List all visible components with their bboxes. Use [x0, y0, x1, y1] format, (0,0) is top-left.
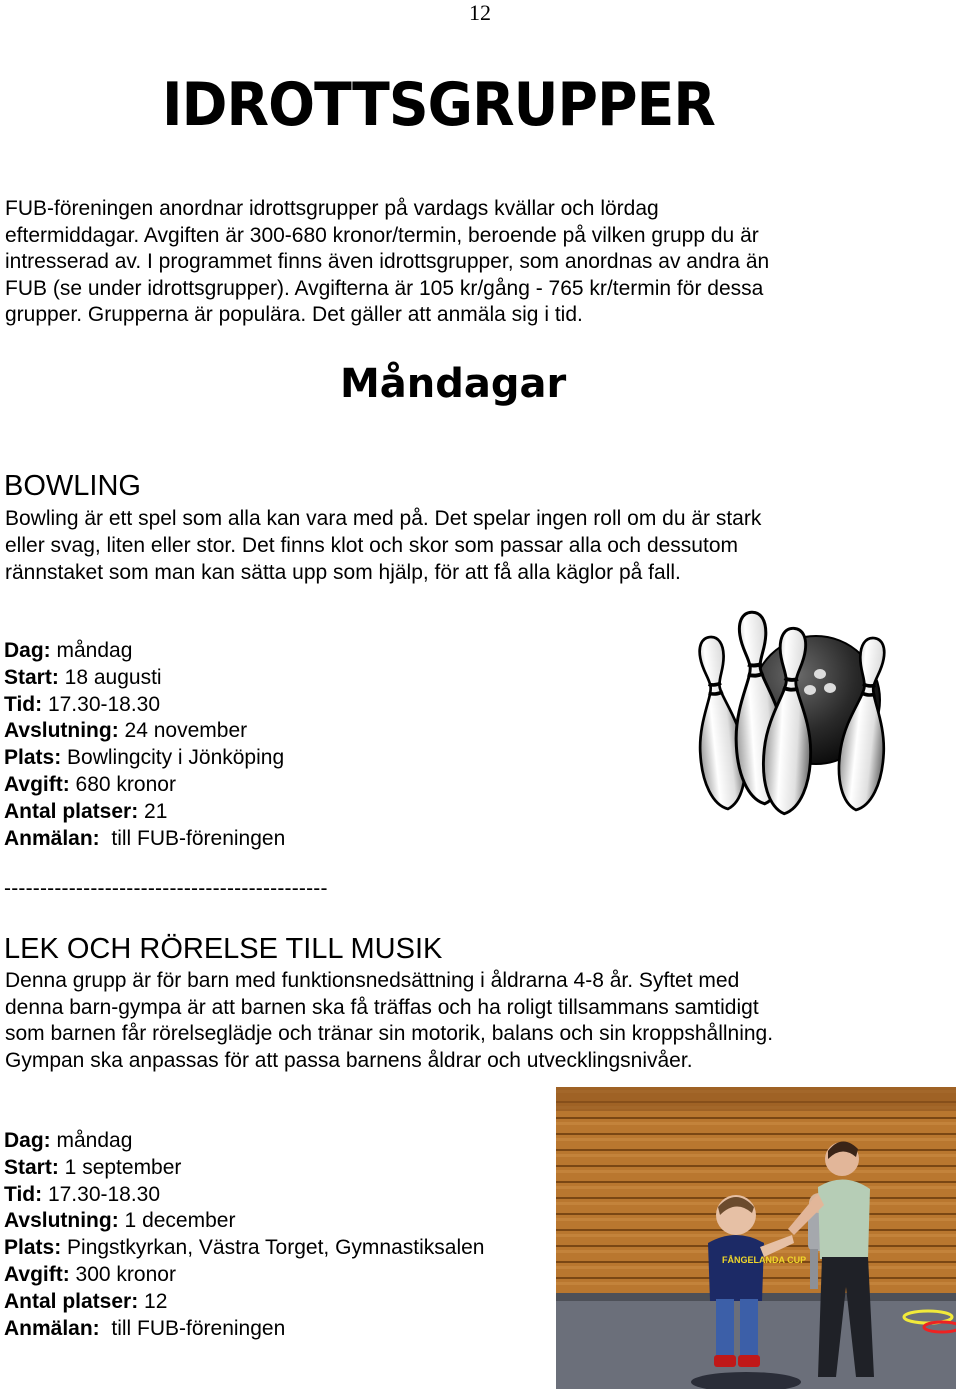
- detail-label: Antal platser:: [4, 799, 139, 823]
- detail-fee: [4, 1262, 484, 1289]
- day-heading: Måndagar: [340, 361, 567, 407]
- detail-seats: [4, 799, 285, 826]
- lek-desc-line: Denna grupp är för barn med funktionsnedsättning i åldrarna 4-8 år. Syftet med: [5, 969, 740, 992]
- intro-line: eftermiddagar. Avgiften är 300-680 kronor/termin, beroende på vilken grupp du är: [5, 223, 759, 247]
- intro-paragraph: [5, 196, 865, 329]
- detail-day: [4, 1128, 484, 1155]
- detail-label: Anmälan:: [4, 826, 100, 850]
- detail-value: måndag: [50, 1129, 133, 1152]
- detail-value: Bowlingcity i Jönköping: [61, 746, 285, 770]
- detail-signup: [4, 1316, 484, 1343]
- detail-end: [4, 1208, 484, 1235]
- detail-fee: [4, 772, 285, 799]
- detail-label: Tid:: [4, 692, 43, 716]
- detail-time: [4, 692, 285, 719]
- intro-line: FUB (se under idrottsgrupper). Avgifterna är 105 kr/gång - 765 kr/termin för dessa: [5, 276, 764, 300]
- intro-line: intresserad av. I programmet finns även idrottsgrupper, som anordnas av andra än: [5, 250, 770, 274]
- gym-photo: [556, 1087, 956, 1389]
- bowling-pins-icon: [688, 604, 898, 820]
- detail-start: [4, 1155, 484, 1182]
- bowling-description: [5, 505, 905, 586]
- detail-value: 21: [138, 799, 168, 823]
- detail-value: 300 kronor: [69, 1262, 176, 1286]
- detail-label: Start:: [4, 665, 59, 689]
- detail-label: Antal platser:: [4, 1289, 139, 1313]
- detail-label: Plats:: [4, 1236, 62, 1260]
- detail-place: [4, 1235, 484, 1262]
- detail-value: till FUB-föreningen: [99, 1316, 286, 1340]
- detail-value: 17.30-18.30: [42, 692, 161, 716]
- bowling-desc-line: rännstaket som man kan sätta upp som hjälp, för att få alla käglor på fall.: [5, 561, 681, 584]
- bowling-title: BOWLING: [4, 470, 141, 502]
- detail-value: 17.30-18.30: [42, 1182, 161, 1206]
- detail-seats: [4, 1289, 484, 1316]
- detail-day: [4, 638, 285, 665]
- detail-label: Tid:: [4, 1182, 43, 1206]
- detail-label: Dag:: [4, 1129, 51, 1152]
- lek-description: [5, 968, 905, 1074]
- lek-desc-line: som barnen får rörelseglädje och tränar sin motorik, balans och sin kroppshållning.: [5, 1022, 774, 1046]
- detail-label: Dag:: [4, 639, 51, 662]
- detail-place: [4, 745, 285, 772]
- detail-end: [4, 718, 285, 745]
- detail-value: 1 september: [58, 1155, 182, 1179]
- section-separator: ---------------------------------------------: [4, 877, 328, 900]
- lek-details: [4, 1128, 484, 1342]
- bowling-desc-line: Bowling är ett spel som alla kan vara med på. Det spelar ingen roll om du är stark: [5, 507, 762, 530]
- bowling-desc-line: eller svag, liten eller stor. Det finns klot och skor som passar alla och dessutom: [5, 534, 738, 557]
- detail-start: [4, 665, 285, 692]
- intro-line: grupper. Grupperna är populära. Det gäller att anmäla sig i tid.: [5, 303, 583, 327]
- lek-desc-line: Gympan ska anpassas för att passa barnens åldrar och utvecklingsnivåer.: [5, 1048, 693, 1072]
- detail-label: Plats:: [4, 746, 62, 770]
- page-number: 12: [469, 0, 491, 25]
- detail-value: till FUB-föreningen: [99, 826, 286, 850]
- detail-value: 1 december: [118, 1209, 236, 1233]
- lek-title: LEK OCH RÖRELSE TILL MUSIK: [4, 933, 443, 965]
- bowling-details: [4, 638, 285, 852]
- detail-value: 24 november: [118, 719, 248, 743]
- detail-time: [4, 1182, 484, 1209]
- detail-value: Pingstkyrkan, Västra Torget, Gymnastiksalen: [61, 1236, 485, 1260]
- detail-label: Anmälan:: [4, 1316, 100, 1340]
- intro-line: FUB-föreningen anordnar idrottsgrupper på vardags kvällar och lördag: [5, 197, 659, 220]
- page-title: IDROTTSGRUPPER: [162, 70, 716, 140]
- detail-label: Avgift:: [4, 1262, 70, 1286]
- detail-label: Avslutning:: [4, 1209, 119, 1233]
- detail-label: Avgift:: [4, 772, 70, 796]
- detail-value: måndag: [50, 639, 133, 662]
- lek-desc-line: denna barn-gympa är att barnen ska få träffas och ha roligt tillsammans samtidigt: [5, 995, 759, 1019]
- detail-value: 18 augusti: [58, 665, 162, 689]
- shirt-text: FÅNGELANDA CUP: [722, 1255, 807, 1265]
- detail-label: Start:: [4, 1155, 59, 1179]
- detail-signup: [4, 826, 285, 853]
- detail-value: 680 kronor: [69, 772, 176, 796]
- detail-value: 12: [138, 1289, 168, 1313]
- detail-label: Avslutning:: [4, 719, 119, 743]
